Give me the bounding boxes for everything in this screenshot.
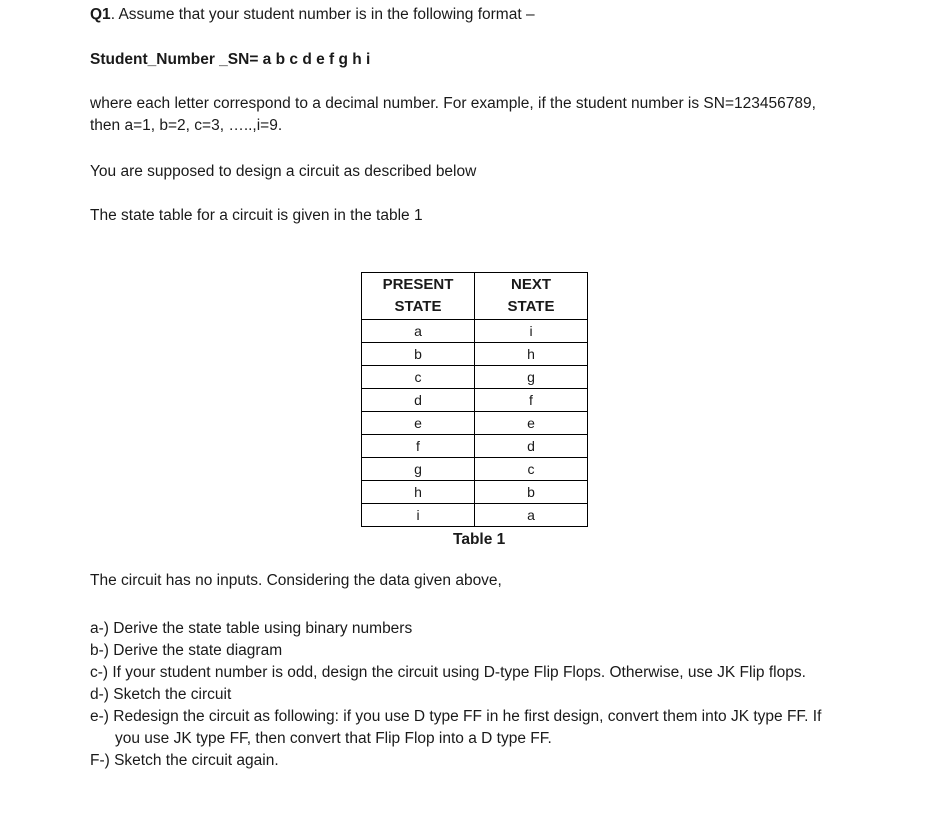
cell-present-state: i xyxy=(362,504,475,527)
table-row xyxy=(362,389,588,412)
paragraph-table-intro: The state table for a circuit is given in the table 1 xyxy=(90,207,423,224)
cell-next-state: d xyxy=(475,435,588,458)
cell-present-state: g xyxy=(362,458,475,481)
question-label: Q1 xyxy=(90,6,111,23)
state-table xyxy=(361,272,588,527)
cell-present-state: b xyxy=(362,343,475,366)
table-caption: Table 1 xyxy=(453,531,506,548)
question-intro: . Assume that your student number is in the following format – xyxy=(110,6,535,23)
task-item: c-) If your student number is odd, design the circuit using D-type Flip Flops. Otherwise, use JK Flip flops. xyxy=(90,664,806,681)
task-item: b-) Derive the state diagram xyxy=(90,642,283,659)
cell-present-state: d xyxy=(362,389,475,412)
cell-next-state: g xyxy=(475,366,588,389)
table-row xyxy=(362,481,588,504)
table-header-row xyxy=(362,273,588,320)
cell-next-state: c xyxy=(475,458,588,481)
table-row xyxy=(362,366,588,389)
table-row xyxy=(362,412,588,435)
task-list xyxy=(90,618,821,772)
cell-present-state: a xyxy=(362,320,475,343)
cell-next-state: h xyxy=(475,343,588,366)
cell-present-state: c xyxy=(362,366,475,389)
task-item-continuation: you use JK type FF, then convert that Flip Flop into a D type FF. xyxy=(115,730,552,747)
header-present-line-2: STATE xyxy=(394,298,442,315)
cell-next-state: b xyxy=(475,481,588,504)
paragraph-example-line-1: where each letter correspond to a decimal number. For example, if the student number is SN=123456789, xyxy=(90,95,816,112)
cell-present-state: h xyxy=(362,481,475,504)
header-next-line-1: NEXT xyxy=(510,276,551,293)
paragraph-no-inputs: The circuit has no inputs. Considering the data given above, xyxy=(90,572,502,589)
cell-next-state: i xyxy=(475,320,588,343)
table-row xyxy=(362,320,588,343)
cell-next-state: a xyxy=(475,504,588,527)
paragraph-design-instruction: You are supposed to design a circuit as described below xyxy=(90,163,477,180)
header-present-line-1: PRESENT xyxy=(382,276,454,293)
question-heading xyxy=(90,6,535,24)
table-body xyxy=(362,320,588,527)
paragraph-example-line-2: then a=1, b=2, c=3, …..,i=9. xyxy=(90,117,283,134)
header-next-line-2: STATE xyxy=(507,298,555,315)
table-row xyxy=(362,458,588,481)
cell-present-state: e xyxy=(362,412,475,435)
task-item: d-) Sketch the circuit xyxy=(90,686,232,703)
student-number-format: Student_Number _SN= a b c d e f g h i xyxy=(90,51,371,68)
task-item: e-) Redesign the circuit as following: if you use D type FF in he first design, convert them into JK type FF. If xyxy=(90,708,822,725)
cell-present-state: f xyxy=(362,435,475,458)
table-row xyxy=(362,435,588,458)
table-row xyxy=(362,504,588,527)
table-row xyxy=(362,343,588,366)
header-next-state xyxy=(475,273,588,320)
task-item: a-) Derive the state table using binary numbers xyxy=(90,620,413,637)
task-item: F-) Sketch the circuit again. xyxy=(90,752,279,769)
cell-next-state: f xyxy=(475,389,588,412)
cell-next-state: e xyxy=(475,412,588,435)
header-present-state xyxy=(362,273,475,320)
